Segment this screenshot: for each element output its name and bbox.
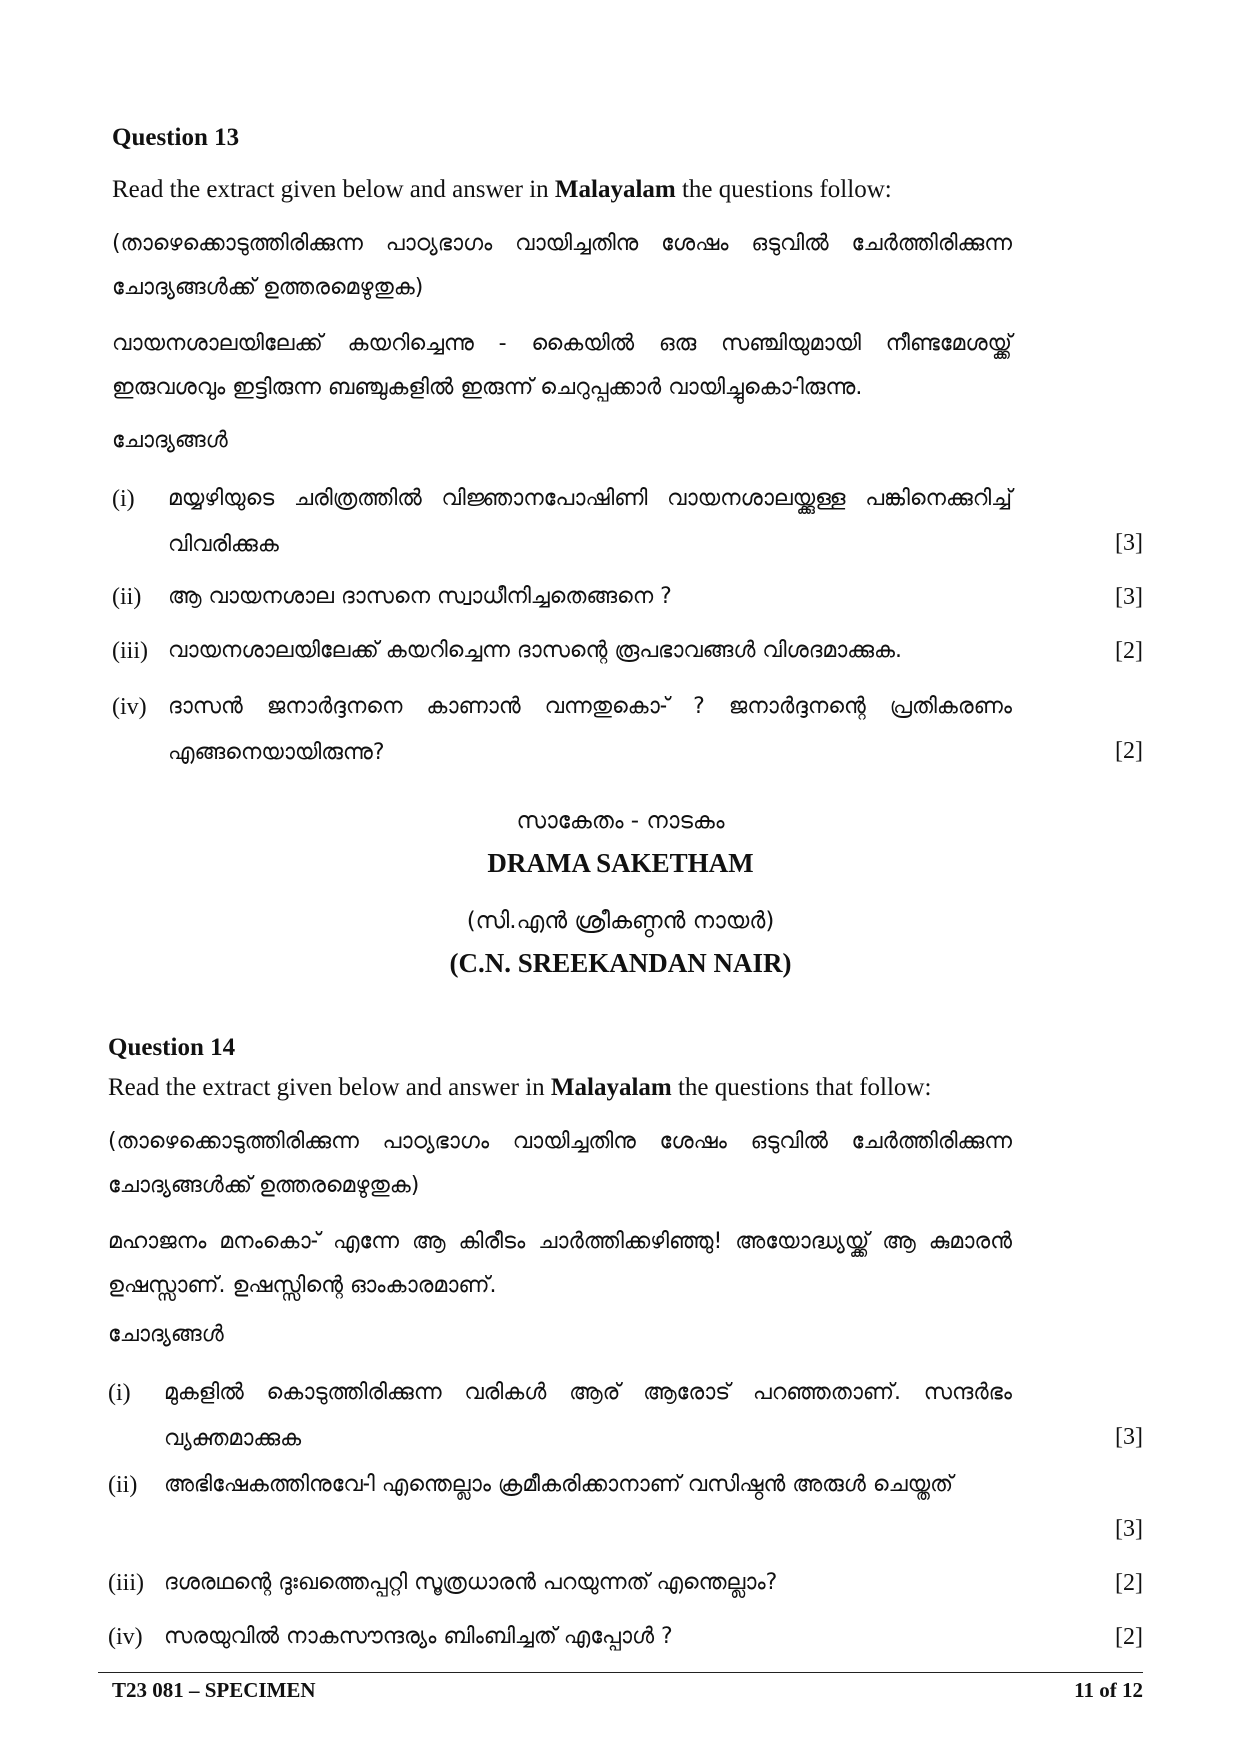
footer-divider: [98, 1672, 1143, 1673]
instruction-bold: Malayalam: [554, 176, 676, 203]
drama-title-english: DRAMA SAKETHAM: [487, 848, 754, 878]
q13-sub-1-marks: [3]: [1115, 530, 1143, 556]
q14-sub-4-num: (iv): [108, 1624, 143, 1650]
question-14-extract: മഹാജനം മനംകൊ-് എന്നേ ആ കിരീടം ചാർത്തിക്കഴിഞ്ഞു! അയോദ്ധ്യയ്ക്ക് ആ കുമാരൻ ഉഷസ്സാണ്. ഉഷസ്സിന്റെ ഓംകാരമാണ്.: [108, 1229, 1012, 1298]
question-13-extract: വായനശാലയിലേക്ക് കയറിച്ചെന്നു - കൈയിൽ ഒരു സഞ്ചിയുമായി നീണ്ടമേശയ്ക്ക് ഇരുവശവും ഇട്ടിരുന്ന ബഞ്ചുകളിൽ ഇരുന്ന് ചെറുപ്പക്കാർ വായിച്ചുകൊ-ിരുന്നു.: [112, 331, 1012, 400]
q14-sub-4-marks: [2]: [1115, 1624, 1143, 1650]
question-13-instruction-malayalam: (താഴെക്കൊടുത്തിരിക്കുന്ന പാഠ്യഭാഗം വായിച്ചതിനു ശേഷം ഒടുവിൽ ചേർത്തിരിക്കുന്ന ചോദ്യങ്ങൾക്ക് ഉത്തരമെഴുതുക): [112, 231, 1012, 300]
paper-code: T23 081 – SPECIMEN: [112, 1678, 316, 1702]
instruction-bold: Malayalam: [550, 1074, 672, 1101]
q13-sub-4-marks: [2]: [1115, 738, 1143, 764]
instruction-text-end: the questions follow:: [675, 176, 892, 203]
q14-sub-4-text: സരയുവിൽ നാകസൗന്ദര്യം ബിംബിച്ചത് എപ്പോൾ ?: [164, 1624, 673, 1649]
q13-sub-2-marks: [3]: [1115, 584, 1143, 610]
q13-sub-2-num: (ii): [112, 584, 142, 610]
q13-sub-4-text: ദാസൻ ജനാർദ്ദനനെ കാണാൻ വന്നതുകൊ-് ? ജനാർദ്ദനന്റെ പ്രതികരണം എങ്ങനെയായിരുന്നു?: [168, 694, 1012, 765]
q13-sub-3-num: (iii): [112, 638, 148, 664]
q14-sub-3-marks: [2]: [1115, 1570, 1143, 1596]
question-14-instruction-malayalam: (താഴെക്കൊടുത്തിരിക്കുന്ന പാഠ്യഭാഗം വായിച്ചതിനു ശേഷം ഒടുവിൽ ചേർത്തിരിക്കുന്ന ചോദ്യങ്ങൾക്ക് ഉത്തരമെഴുതുക): [108, 1129, 1012, 1198]
q13-sub-4-num: (iv): [112, 694, 147, 720]
drama-title-malayalam: സാകേതം - നാടകം: [516, 808, 725, 834]
question-14-instruction: [108, 1074, 931, 1102]
q14-sub-2-text: അഭിഷേകത്തിനുവേ-ി എന്തെല്ലാം ക്രമീകരിക്കാനാണ് വസിഷ്ഠൻ അരുൾ ചെയ്തത്: [164, 1472, 954, 1497]
drama-author-english: (C.N. SREEKANDAN NAIR): [449, 948, 792, 978]
q13-sub-3-text: വായനശാലയിലേക്ക് കയറിച്ചെന്ന ദാസന്റെ രൂപഭാവങ്ങൾ വിശദമാക്കുക.: [168, 638, 903, 663]
q14-sub-1-marks: [3]: [1115, 1424, 1143, 1450]
q14-sub-2-num: (ii): [108, 1472, 138, 1498]
q14-sub-3-text: ദശരഥന്റെ ദുഃഖത്തെപ്പറ്റി സൂത്രധാരൻ പറയുന്നത് എന്തെല്ലാം?: [164, 1570, 778, 1595]
instruction-text-end: the questions that follow:: [671, 1074, 932, 1101]
q13-sub-3-marks: [2]: [1115, 638, 1143, 664]
question-14-heading: Question 14: [108, 1034, 236, 1061]
instruction-text: Read the extract given below and answer in: [108, 1074, 551, 1101]
question-13-instruction: [112, 176, 892, 204]
question-13-questions-label: ചോദ്യങ്ങൾ: [112, 428, 228, 453]
q14-sub-1-num: (i): [108, 1380, 131, 1406]
q13-sub-1-num: (i): [112, 486, 135, 512]
q14-sub-1-text: മുകളിൽ കൊടുത്തിരിക്കുന്ന വരികൾ ആര് ആരോട് പറഞ്ഞതാണ്. സന്ദർഭം വ്യക്തമാക്കുക: [164, 1380, 1012, 1451]
question-14-questions-label: ചോദ്യങ്ങൾ: [108, 1322, 224, 1347]
drama-author-malayalam: (സി.എൻ ശ്രീകണ്ഠൻ നായർ): [466, 908, 775, 934]
q13-sub-1-text: മയ്യഴിയുടെ ചരിത്രത്തിൽ വിജ്ഞാനപോഷിണി വായനശാലയ്ക്കുള്ള പങ്കിനെക്കുറിച്ച് വിവരിക്കുക: [168, 486, 1012, 557]
q14-sub-2-marks: [3]: [1115, 1516, 1143, 1542]
page-number: 11 of 12: [1074, 1678, 1143, 1702]
q14-sub-3-num: (iii): [108, 1570, 144, 1596]
instruction-text: Read the extract given below and answer in: [112, 176, 555, 203]
q13-sub-2-text: ആ വായനശാല ദാസനെ സ്വാധീനിച്ചതെങ്ങനെ ?: [168, 584, 672, 609]
question-13-heading: Question 13: [112, 124, 240, 151]
